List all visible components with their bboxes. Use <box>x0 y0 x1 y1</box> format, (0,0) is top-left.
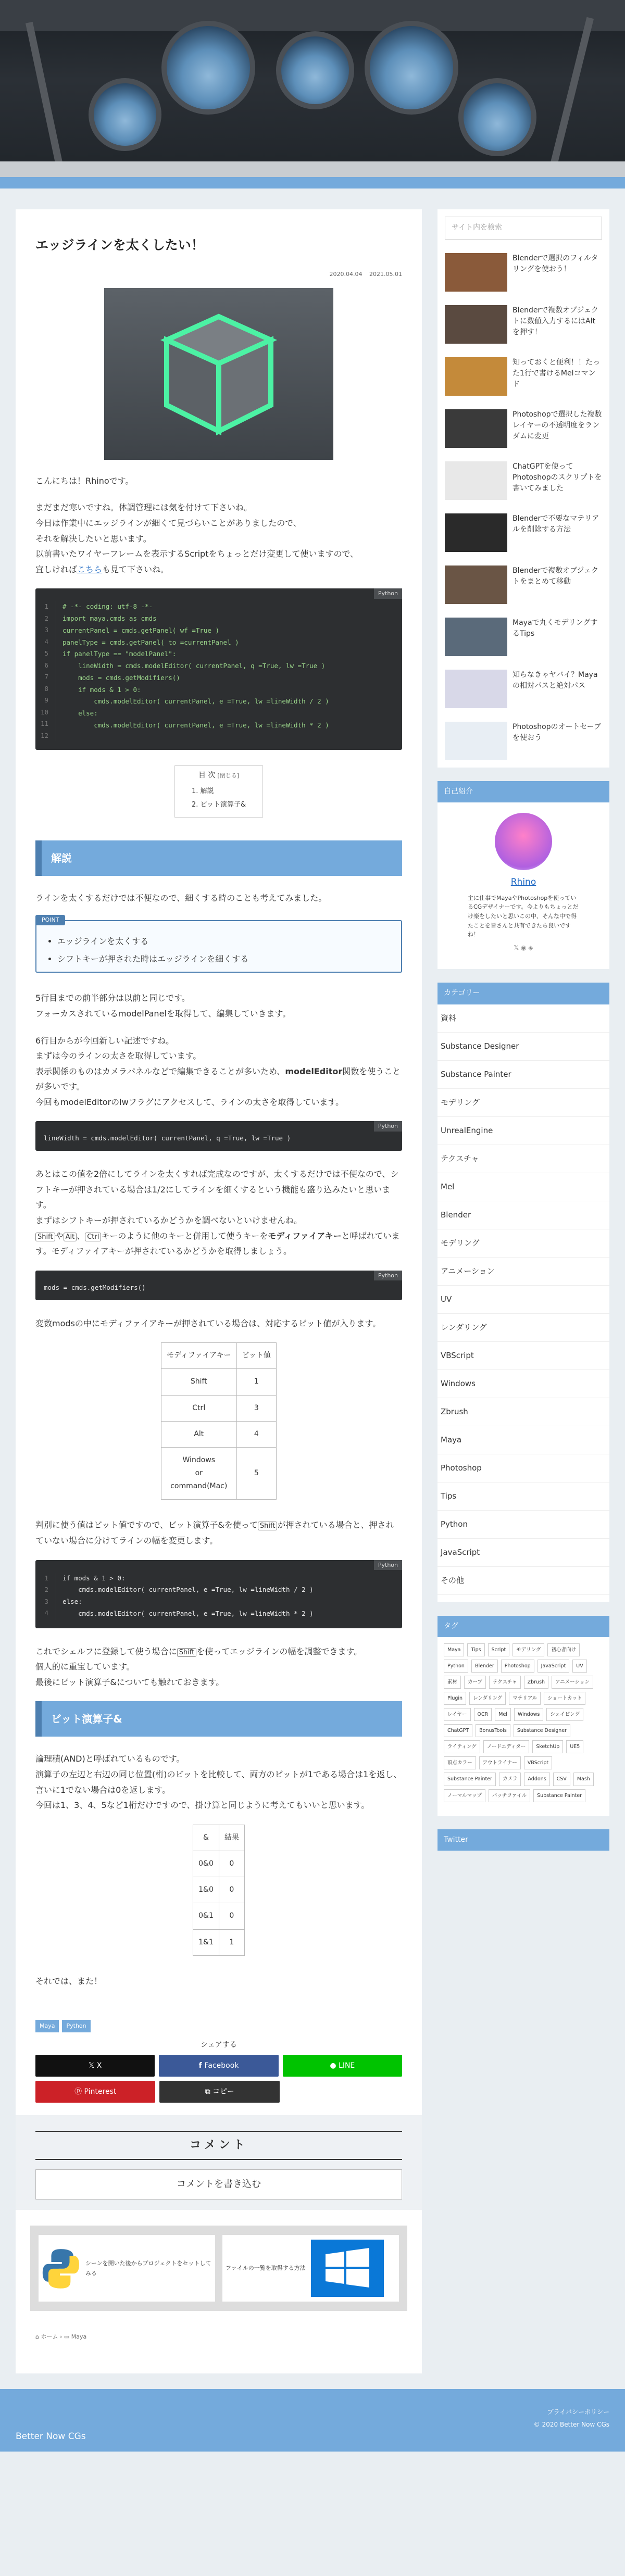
tag-link[interactable]: バッチファイル <box>489 1789 530 1802</box>
post-title: Blenderで複数オブジェクトに数値入力するにはAltを押す！ <box>512 306 598 336</box>
twitter-widget <box>438 1829 609 1851</box>
key-shift: Shift <box>35 1233 55 1241</box>
code-block <box>35 588 402 750</box>
tag-link[interactable]: BonusTools <box>476 1724 510 1737</box>
post-title: 知らなきゃヤバイ？Mayaの相対パスと絶対パス <box>512 671 598 690</box>
tag-link[interactable]: 頂点カラー <box>444 1756 476 1769</box>
category-link[interactable]: 資料 <box>438 1004 609 1033</box>
code-source: lineWidth = cmds.modelEditor( currentPanel, q =True, lw =True ) <box>44 1134 291 1142</box>
tag-link[interactable]: シェイピング <box>546 1708 583 1721</box>
tag-link[interactable]: Python <box>444 1660 468 1673</box>
text-line: や <box>55 1230 64 1241</box>
text-line: 関数を使うことが多いです。 <box>35 1066 401 1092</box>
table-cell: 1&0 <box>193 1877 219 1903</box>
line-numbers <box>35 1573 56 1620</box>
line-numbers <box>35 601 56 742</box>
post-thumbnail <box>445 357 507 396</box>
category-link[interactable]: アニメーション <box>438 1258 609 1286</box>
code-line: mods = cmds.getModifiers() <box>63 673 180 682</box>
toc-item[interactable]: 1. 解説 <box>192 787 214 795</box>
tag-link[interactable]: 初心者向け <box>547 1643 580 1656</box>
tag-link[interactable]: マテリアル <box>509 1692 541 1705</box>
tag-link[interactable]: Script <box>488 1643 510 1656</box>
post-thumbnail <box>445 722 507 760</box>
avatar <box>495 813 552 870</box>
sidebar-post[interactable] <box>445 305 602 344</box>
and-table <box>193 1825 245 1956</box>
text-line: これでシェルフに登録して使う場合に <box>35 1646 177 1656</box>
copy-button[interactable] <box>159 2081 279 2103</box>
share-facebook-button[interactable] <box>159 2055 278 2077</box>
sidebar-post[interactable] <box>445 722 602 760</box>
category-link[interactable]: テクスチャ <box>438 1145 609 1173</box>
sidebar-post[interactable] <box>445 670 602 708</box>
related-card[interactable] <box>222 2235 399 2302</box>
related-card[interactable] <box>39 2235 215 2302</box>
table-header: 結果 <box>219 1825 244 1851</box>
post-thumbnail <box>445 566 507 604</box>
rss-icon[interactable]: ◉ <box>520 944 527 951</box>
date-published: 2020.04.04 <box>329 271 362 278</box>
table-cell: Shift <box>161 1369 236 1395</box>
category-link[interactable]: UnrealEngine <box>438 1117 609 1145</box>
code-source <box>63 601 329 742</box>
tag-link[interactable]: UV <box>572 1660 586 1673</box>
toc-toggle[interactable]: [閉じる] <box>217 772 240 780</box>
line-number: 9 <box>44 696 48 705</box>
write-comment-button[interactable]: コメントを書き込む <box>35 2169 402 2200</box>
profile-social-icons <box>444 943 603 954</box>
text-line: 宜しければ <box>35 564 78 574</box>
code-block <box>35 1560 402 1628</box>
key-ctrl: Ctrl <box>85 1233 101 1241</box>
tag-link[interactable]: Mash <box>573 1773 594 1786</box>
table-row <box>193 1851 245 1877</box>
link-previous-post[interactable]: こちら <box>77 564 103 574</box>
tag-link[interactable]: Tips <box>467 1643 484 1656</box>
sidebar-post[interactable] <box>445 566 602 604</box>
share-title: シェアする <box>201 2041 237 2050</box>
modifier-table <box>161 1342 277 1500</box>
category-link[interactable]: Python <box>438 1511 609 1539</box>
table-cell: 0 <box>219 1851 244 1877</box>
button-label: Facebook <box>204 2061 239 2070</box>
sidebar <box>438 209 609 2373</box>
category-link[interactable]: Photoshop <box>438 1454 609 1482</box>
widget-title: Twitter <box>438 1829 609 1851</box>
header-bar <box>0 177 625 189</box>
share-pinterest-button[interactable] <box>35 2081 155 2103</box>
table-header: モディファイアキー <box>161 1343 236 1369</box>
pinterest-icon: ⓟ <box>74 2087 84 2096</box>
post-tags <box>35 2020 402 2032</box>
windows-logo-icon <box>311 2240 384 2297</box>
sidebar-post[interactable] <box>445 513 602 552</box>
widget-title: 自己紹介 <box>438 781 609 802</box>
code-line: cmds.modelEditor( currentPanel, e =True, lw =lineWidth / 2 ) <box>63 697 329 706</box>
article <box>16 209 422 2373</box>
category-link[interactable]: その他 <box>438 1567 609 1595</box>
bold-text: モディファイアキー <box>268 1230 342 1241</box>
line-number: 1 <box>44 1574 48 1582</box>
outro-text: それでは、また！ <box>35 1976 103 1986</box>
tag-link[interactable]: Addons <box>524 1773 549 1786</box>
tag-link[interactable]: Plugin <box>444 1692 466 1705</box>
python-logo-icon <box>42 2245 80 2292</box>
category-link[interactable]: UV <box>438 1286 609 1314</box>
paragraph <box>35 1517 402 1548</box>
code-line: # -*- coding: utf-8 -*- <box>63 602 153 611</box>
x-icon[interactable]: 𝕏 <box>514 944 519 951</box>
tag-link[interactable]: テクスチャ <box>489 1676 521 1689</box>
folder-icon: ▭ <box>64 2333 71 2341</box>
table-row <box>193 1929 245 1955</box>
text-line: まずは今のラインの太さを取得しています。 <box>35 1051 202 1061</box>
code-language: Python <box>374 1121 402 1132</box>
text-line: 論理積(AND)と呼ばれているものです。 <box>35 1754 185 1764</box>
tag-link[interactable]: ライティング <box>444 1740 480 1753</box>
point-label: POINT <box>35 915 65 925</box>
button-label: コピー <box>213 2087 234 2096</box>
post-title: ChatGPTを使ってPhotoshopのスクリプトを書いてみました <box>512 462 602 493</box>
line-number: 4 <box>44 637 48 646</box>
text-line: 演算子の左辺と右辺の同じ位置(桁)のビットを比較して、両方のビットが1である場合は1を返し、言いに1でない場合は0を返します。 <box>35 1769 402 1795</box>
header-image <box>0 0 625 177</box>
profile-description: 主に仕事でMayaやPhotoshopを使っているCGデザイナーです。今よりもちょっとだけ楽をしたいと思いこの中、そんな中で得たことを皆さんと共有できたら良いですね！ <box>468 894 579 938</box>
line-icon: ● <box>330 2061 339 2070</box>
table-row <box>193 1903 245 1929</box>
text-line: が押されている場合と、押されていない場合に分けてラインの幅を変更します。 <box>35 1520 394 1546</box>
tag-link[interactable]: Substance Painter <box>444 1773 496 1786</box>
copy-icon: ⧉ <box>205 2087 213 2096</box>
intro-text <box>35 473 402 489</box>
code-language: Python <box>374 1560 402 1570</box>
heading-kaisetsu: 解説 <box>35 840 402 876</box>
privacy-link[interactable]: プライバシーポリシー <box>547 2408 609 2416</box>
line-number: 11 <box>40 720 48 728</box>
tag-link[interactable]: CSV <box>553 1773 570 1786</box>
post-thumbnail <box>445 461 507 500</box>
line-number: 6 <box>44 661 48 669</box>
share-section <box>35 2039 402 2103</box>
heading-bit-operator: ビット演算子& <box>35 1701 402 1737</box>
bold-text: modelEditor <box>285 1066 343 1076</box>
text-line: 個人的に重宝しています。 <box>35 1662 135 1672</box>
text-line: 5行目までの前半部分は以前と同じです。 <box>35 993 190 1003</box>
code-language: Python <box>374 588 402 599</box>
profile-name[interactable]: Rhino <box>510 877 536 888</box>
text-line: 今日は作業中にエッジラインが細くて見づらいことがありましたので、 <box>35 518 302 528</box>
category-link[interactable]: モデリング <box>438 1229 609 1258</box>
comment-title: コメント <box>35 2131 402 2160</box>
breadcrumb-home[interactable]: ホーム <box>41 2333 58 2341</box>
table-cell: 0&1 <box>193 1903 219 1929</box>
related-posts <box>30 2226 407 2311</box>
code-line: import maya.cmds as cmds <box>63 614 157 623</box>
text-line: も見て下さいね。 <box>102 564 169 574</box>
tag-link[interactable]: ノーマルマップ <box>444 1789 485 1802</box>
widget-title: カテゴリー <box>438 983 609 1004</box>
tag-link[interactable]: Zbrush <box>524 1676 548 1689</box>
text-line: 今回もmodelEditorのlwフラグにアクセスして、ラインの太さを取得しています。 <box>35 1097 344 1107</box>
code-language: Python <box>374 1271 402 1281</box>
post-title: Photoshopで選択した複数レイヤーの不透明度をランダムに変更 <box>512 410 602 441</box>
code-line: else: <box>63 1598 82 1606</box>
line-number: 3 <box>44 1597 48 1605</box>
key-shift: Shift <box>177 1648 197 1657</box>
line-number: 7 <box>44 673 48 681</box>
tag-link[interactable]: 素材 <box>444 1676 461 1689</box>
sidebar-post[interactable] <box>445 357 602 396</box>
table-cell: 0 <box>219 1877 244 1903</box>
tag-widget <box>438 1616 609 1816</box>
text-line: フォーカスされているmodelPanelを取得して、編集していきます。 <box>35 1008 291 1019</box>
tag-link[interactable]: Maya <box>444 1643 464 1656</box>
post-title: Photoshopのオートセーブを使おう <box>512 723 601 742</box>
tag-link[interactable]: UE5 <box>566 1740 583 1753</box>
category-link[interactable]: Windows <box>438 1370 609 1398</box>
tag-link[interactable]: VBScript <box>524 1756 552 1769</box>
key-shift: Shift <box>258 1522 278 1530</box>
category-link[interactable]: Tips <box>438 1482 609 1511</box>
category-link[interactable]: Blender <box>438 1201 609 1229</box>
table-cell: 0&0 <box>193 1851 219 1877</box>
x-icon: 𝕏 <box>89 2061 97 2070</box>
tag-link[interactable]: Python <box>62 2020 90 2032</box>
search-input[interactable] <box>445 217 602 240</box>
text-line: を使ってエッジラインの幅を調整できます。 <box>196 1646 362 1656</box>
tag-link[interactable]: レイヤー <box>444 1708 471 1721</box>
code-line: cmds.modelEditor( currentPanel, e =True, lw =lineWidth * 2 ) <box>63 1609 314 1617</box>
code-line: if mods & 1 > 0: <box>63 1574 126 1582</box>
tag-link[interactable]: ChatGPT <box>444 1724 472 1737</box>
code-line: cmds.modelEditor( currentPanel, e =True, lw =lineWidth * 2 ) <box>63 721 329 729</box>
point-item: • シフトキーが押された時はエッジラインを細くする <box>57 950 391 968</box>
eyecatch-image <box>104 288 333 460</box>
line-number: 4 <box>44 1609 48 1617</box>
table-cell: Windows or command(Mac) <box>161 1447 236 1500</box>
code-line: currentPanel = cmds.getPanel( wf =True ) <box>63 626 220 634</box>
code-line: else: <box>63 709 98 718</box>
category-link[interactable]: VBScript <box>438 1342 609 1370</box>
table-cell: 5 <box>236 1447 276 1500</box>
text-line: 判別に使う値はビット値ですので、ビット演算子&を使って <box>35 1520 258 1530</box>
profile-widget <box>438 781 609 969</box>
sidebar-post[interactable] <box>445 253 602 292</box>
feedly-icon[interactable]: ◈ <box>528 944 533 951</box>
table-header: & <box>193 1825 219 1851</box>
post-thumbnail <box>445 618 507 656</box>
point-item: • エッジラインを太くする <box>57 933 391 950</box>
tag-link[interactable]: Substance Designer <box>514 1724 570 1737</box>
tag-link[interactable]: Mel <box>495 1708 511 1721</box>
post-thumbnail <box>445 670 507 708</box>
text-line: 表示関係のものはカメラパネルなどで編集できることが多いため、 <box>35 1066 285 1076</box>
category-widget <box>438 983 609 1602</box>
share-line-button[interactable] <box>283 2055 402 2077</box>
tag-link[interactable]: Windows <box>514 1708 543 1721</box>
text-line: 以前書いたワイヤーフレームを表示するScriptをちょっとだけ変更して使いますので、 <box>35 549 359 559</box>
tag-link[interactable]: SketchUp <box>532 1740 563 1753</box>
table-cell: 1&1 <box>193 1929 219 1955</box>
category-link[interactable]: Substance Painter <box>438 1061 609 1089</box>
line-number: 5 <box>44 649 48 658</box>
page-title: エッジラインを太くしたい！ <box>35 237 204 253</box>
code-block <box>35 1121 402 1151</box>
post-title: Blenderで選択のフィルタリングを使おう！ <box>512 254 598 273</box>
code-source: mods = cmds.getModifiers() <box>44 1283 146 1291</box>
text-line: と呼ばれています。モディファイアキーが押されているかどうかを取得しましょう。 <box>35 1230 400 1256</box>
table-row <box>161 1395 276 1421</box>
point-box <box>35 916 402 973</box>
tag-link[interactable]: レンダリング <box>469 1692 506 1705</box>
button-label: X <box>96 2061 102 2070</box>
widget-title: タグ <box>438 1616 609 1637</box>
table-cell: Alt <box>161 1421 236 1447</box>
line-number: 12 <box>40 731 48 739</box>
table-row <box>161 1369 276 1395</box>
tag-link[interactable]: OCR <box>474 1708 492 1721</box>
copyright: © 2020 Better Now CGs <box>533 2421 609 2429</box>
post-thumbnail <box>445 253 507 292</box>
post-thumbnail <box>445 409 507 448</box>
toc-item[interactable]: 2. ビット演算子& <box>192 800 246 809</box>
line-number: 2 <box>44 1586 48 1594</box>
code-block <box>35 1271 402 1300</box>
paragraph: ラインを太くするだけでは不便なので、細くする時のことも考えてみました。 <box>35 893 327 903</box>
text-line: 今回は1、3、4、5など1桁だけですので、掛け算と同じように考えてもいいと思います。 <box>35 1800 370 1811</box>
tag-link[interactable]: Substance Painter <box>533 1789 585 1802</box>
share-x-button[interactable] <box>35 2055 155 2077</box>
sidebar-post[interactable] <box>445 461 602 500</box>
category-link[interactable]: Zbrush <box>438 1398 609 1426</box>
code-line: if mods & 1 > 0: <box>63 685 141 694</box>
code-source <box>63 1573 314 1620</box>
paragraph <box>35 1751 402 1813</box>
tag-link[interactable]: モデリング <box>512 1643 544 1656</box>
text-line: 、 <box>77 1230 85 1241</box>
post-title: Mayaで丸くモデリングするTips <box>512 619 598 638</box>
code-line: lineWidth = cmds.modelEditor( currentPanel, q =True, lw =True ) <box>63 662 326 670</box>
search-widget <box>438 209 609 768</box>
line-number: 10 <box>40 708 48 716</box>
line-number: 1 <box>44 602 48 611</box>
comment-section <box>16 2115 422 2210</box>
category-link[interactable]: Mel <box>438 1173 609 1201</box>
tag-link[interactable]: カーブ <box>464 1676 486 1689</box>
paragraph <box>35 1166 402 1259</box>
category-link[interactable]: レンダリング <box>438 1314 609 1342</box>
table-cell: Ctrl <box>161 1395 236 1421</box>
tag-link[interactable]: アニメーション <box>552 1676 593 1689</box>
tag-link[interactable]: アウトライナー <box>479 1756 521 1769</box>
text-line: まだまだ寒いですね。体調管理には気を付けて下さいね。 <box>35 502 253 513</box>
sidebar-post[interactable] <box>445 618 602 656</box>
key-alt: Alt <box>64 1233 77 1241</box>
tag-link[interactable]: JavaScript <box>538 1660 570 1673</box>
category-link[interactable]: Substance Designer <box>438 1033 609 1061</box>
home-icon: ⌂ <box>35 2333 41 2341</box>
table-row <box>161 1447 276 1500</box>
tag-link[interactable]: カメラ <box>499 1773 521 1786</box>
code-line: panelType = cmds.getPanel( to =currentPanel ) <box>63 638 239 646</box>
paragraph: 変数modsの中にモディファイアキーが押されている場合は、対応するビット値が入ります。 <box>35 1318 381 1328</box>
paragraph <box>35 1033 402 1110</box>
tag-link[interactable]: ノードエディター <box>483 1740 530 1753</box>
post-thumbnail <box>445 513 507 552</box>
sidebar-post[interactable] <box>445 409 602 448</box>
table-row <box>161 1421 276 1447</box>
table-cell: 0 <box>219 1903 244 1929</box>
footer-brand[interactable]: Better Now CGs <box>16 2431 86 2442</box>
paragraph <box>35 990 402 1021</box>
table-cell: 1 <box>236 1369 276 1395</box>
post-title: Blenderで不要なマテリアルを削除する方法 <box>512 514 599 534</box>
paragraph <box>35 1644 402 1690</box>
related-title: ファイルの一覧を取得する方法 <box>226 2265 306 2272</box>
code-line: cmds.modelEditor( currentPanel, e =True, lw =lineWidth / 2 ) <box>63 1586 314 1594</box>
table-of-contents <box>174 765 263 817</box>
paragraph <box>35 500 402 577</box>
button-label: Pinterest <box>84 2087 117 2096</box>
category-link[interactable]: モデリング <box>438 1089 609 1117</box>
tag-link[interactable]: Photoshop <box>501 1660 534 1673</box>
search-placeholder: サイト内を検索 <box>452 223 503 232</box>
category-link[interactable]: JavaScript <box>438 1539 609 1567</box>
footer <box>0 2389 625 2452</box>
text-line: あとはこの値を2倍にしてラインを太くすれば完成なのですが、太くするだけでは不便なので、シフトキーが押されている場合は1/2にしてラインを細くするという機能も盛り込みたいと思います。 <box>35 1169 399 1210</box>
facebook-icon: f <box>198 2061 205 2070</box>
related-title: シーンを開いた後からプロジェクトをセットしてみる <box>85 2259 211 2277</box>
table-cell: 4 <box>236 1421 276 1447</box>
toc-title: 目 次 <box>198 771 216 780</box>
line-number: 8 <box>44 684 48 693</box>
text-line: 最後にビット演算子&についても触れておきます。 <box>35 1677 224 1687</box>
breadcrumb-category[interactable]: Maya <box>71 2333 87 2341</box>
post-thumbnail <box>445 305 507 344</box>
text-line: それを解決したいと思います。 <box>35 533 152 544</box>
text-line: まずはシフトキーが押されているかどうかを調べないといけませんね。 <box>35 1215 303 1226</box>
line-number: 2 <box>44 614 48 622</box>
table-row <box>193 1877 245 1903</box>
date-updated: 2021.05.01 <box>369 271 402 278</box>
table-cell: 3 <box>236 1395 276 1421</box>
breadcrumb: ⌂ ホーム › ▭ Maya <box>35 2333 87 2341</box>
table-cell: 1 <box>219 1929 244 1955</box>
text-line: キーのように他のキーと併用して使うキーを <box>101 1230 268 1241</box>
button-label: LINE <box>339 2061 355 2070</box>
category-link[interactable]: Maya <box>438 1426 609 1454</box>
code-line: if panelType == "modelPanel": <box>63 650 177 658</box>
post-title: 知っておくと便利！！たった1行で書けるMelコマンド <box>512 358 600 388</box>
text-line: 6行目からが今回新しい記述ですね。 <box>35 1035 174 1046</box>
tag-link[interactable]: ショートカット <box>544 1692 585 1705</box>
tag-link[interactable]: Maya <box>35 2020 59 2032</box>
post-dates <box>35 269 402 280</box>
line-number: 3 <box>44 626 48 634</box>
post-title: Blenderで複数オブジェクトをまとめて移動 <box>512 567 598 586</box>
tag-link[interactable]: Blender <box>471 1660 498 1673</box>
table-header: ビット値 <box>236 1343 276 1369</box>
text-line: こんにちは！Rhinoです。 <box>35 475 134 486</box>
